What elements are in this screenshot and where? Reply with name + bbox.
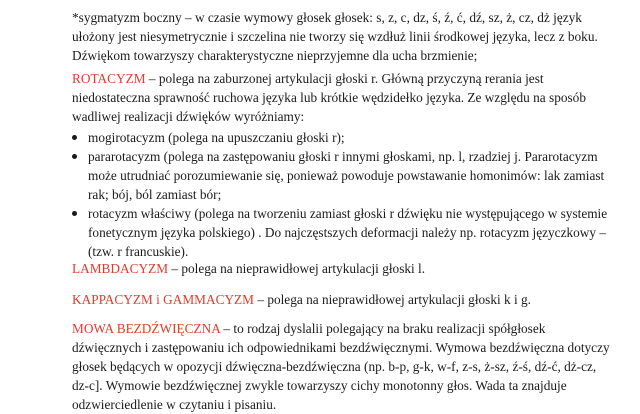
list-item-text: mogirotacyzm (polega na upuszczaniu głoski r); xyxy=(88,130,345,145)
paragraph-mowa-bezdzwieczna xyxy=(72,319,612,414)
term-kappacyzm: KAPPACYZM i GAMMACYZM xyxy=(72,292,255,307)
list-item-text: pararotacyzm (polega na zastępowaniu głoski r innymi głoskami, np. l, rzadziej j. Pararotacyzm może utrudniać porozumiewanie się, ponieważ powoduje powstawanie homonimów: lak zamiast rak; bój, ból zamiast bór; xyxy=(88,149,605,202)
list-item xyxy=(72,204,612,261)
term-lambdacyzm: LAMBDACYZM xyxy=(72,261,169,276)
term-mowa-bezdzwieczna: MOWA BEZDŹWIĘCZNA xyxy=(72,321,221,336)
paragraph-rotacyzm xyxy=(72,69,612,126)
definition-mowa-bezdzwieczna: – to rodzaj dyslalii polegający na braku realizacji spółgłosek dźwięcznych i zastępowaniu ich odpowiednikami bezdźwięcznymi. Wymowa bezdźwięczna dotyczy głosek będących w opozycji dźwięczna-bezdźwięczna (np. b-p, g-k, w-f, z-s, ż-sz, ź-ś, dź-ć, dż-cz, dz-c]. Wymowie bezdźwięcznej zwykle towarzyszy cichy monotonny głos. Wada ta znajduje odzwierciedlenie w czytaniu i pisaniu. xyxy=(72,321,610,412)
list-item xyxy=(72,147,612,204)
rotacyzm-types-list xyxy=(72,128,612,261)
bullet-icon xyxy=(72,135,77,140)
bullet-icon xyxy=(72,211,77,216)
definition-rotacyzm: – polega na zaburzonej artykulacji głoski r. Główną przyczyną rerania jest niedostateczna sprawność ruchowa języka lub krótkie wędzidełko języka. Ze względu na sposób wadliwej realizacji dźwięków wyróżniamy: xyxy=(72,71,586,124)
bullet-icon xyxy=(72,154,77,159)
paragraph-lambdacyzm xyxy=(72,259,612,278)
definition-lambdacyzm: – polega na nieprawidłowej artykulacji głoski l. xyxy=(168,261,426,276)
term-rotacyzm: ROTACYZM xyxy=(72,71,146,86)
paragraph-kappacyzm xyxy=(72,290,612,309)
list-item-text: rotacyzm właściwy (polega na tworzeniu zamiast głoski r dźwięku nie występującego w systemie fonetycznym języka polskiego) . Do najczęstszych deformacji należy np. rotacyzm języczkowy – (tzw. r francuskie). xyxy=(88,206,608,259)
definition-kappacyzm: – polega na nieprawidłowej artykulacji głoski k i g. xyxy=(254,292,531,307)
list-item xyxy=(72,128,612,147)
paragraph-sygmatyzm: *sygmatyzm boczny – w czasie wymowy głosek głosek: s, z, c, dz, ś, ź, ć, dź, sz, ż, cz, dż język ułożony jest niesymetrycznie i szczelina nie tworzy się wzdłuż linii środkowej języka, lecz z boku. Dźwiękom towarzyszy charakterystyczne nieprzyjemne dla ucha brzmienie; xyxy=(72,10,598,63)
